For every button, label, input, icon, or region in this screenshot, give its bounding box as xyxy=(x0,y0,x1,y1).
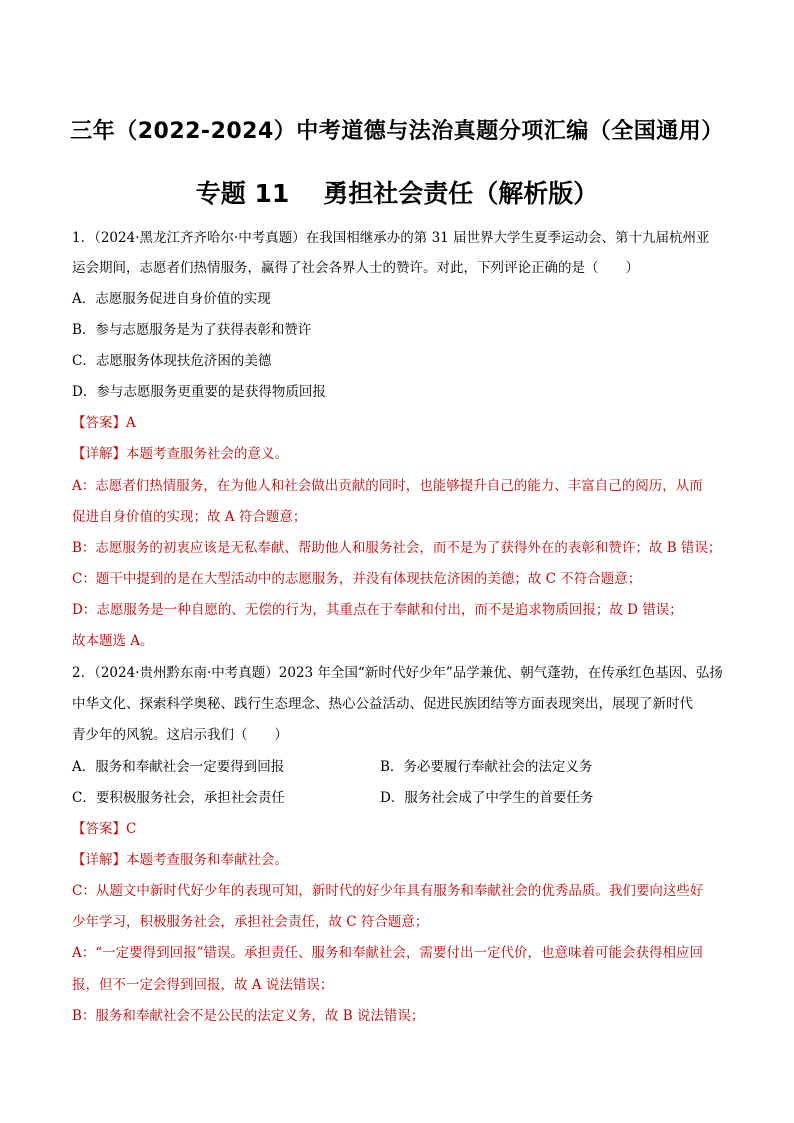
detail-text: 本题考查服务社会的意义。 xyxy=(126,446,288,462)
q2-option-b: B．务必要履行奉献社会的法定义务 xyxy=(380,759,593,775)
q1-analysis-line-1: A：志愿者们热情服务，在为他人和社会做出贡献的同时，也能够提升自己的能力、丰富自己的阅历，从而 xyxy=(72,478,703,494)
q1-stem-line-1: 1．（2024·黑龙江齐齐哈尔·中考真题）在我国相继承办的第 31 届世界大学生夏季运动会、第十九届杭州亚 xyxy=(72,230,710,246)
q2-analysis-line-1: C：从题文中新时代好少年的表现可知，新时代的好少年具有服务和奉献社会的优秀品质。我们要向这些好 xyxy=(72,883,704,899)
q1-option-c: C．志愿服务体现扶危济困的美德 xyxy=(72,353,272,369)
q1-conclusion: 故本题选 A。 xyxy=(72,633,154,649)
topic-name: 勇担社会责任（解析版） xyxy=(323,179,599,208)
q1-detail xyxy=(72,444,732,464)
q1-stem-line-2: 运会期间，志愿者们热情服务，赢得了社会各界人士的赞许。对此，下列评论正确的是（ ） xyxy=(72,260,639,276)
detail-text: 本题考查服务和奉献社会。 xyxy=(126,852,288,868)
q2-analysis-line-5: B：服务和奉献社会不是公民的法定义务，故 B 说法错误； xyxy=(72,1008,425,1024)
q1-analysis-line-5: D：志愿服务是一种自愿的、无偿的行为，其重点在于奉献和付出，而不是追求物质回报；故 D 错误； xyxy=(72,602,683,618)
q1-analysis-line-2: 促进自身价值的实现；故 A 符合题意； xyxy=(72,509,307,525)
q2-analysis-line-3: A：“一定要得到回报”错误。承担责任、服务和奉献社会，需要付出一定代价，也意味着可能会获得相应回 xyxy=(72,945,704,961)
answer-value: C xyxy=(126,821,137,837)
topic-title xyxy=(0,174,794,210)
detail-tag: 【详解】 xyxy=(72,852,126,868)
q1-option-b: B．参与志愿服务是为了获得表彰和赞许 xyxy=(72,322,312,338)
q2-option-d: D．服务社会成了中学生的首要任务 xyxy=(380,790,594,806)
detail-tag: 【详解】 xyxy=(72,446,126,462)
q1-option-d: D．参与志愿服务更重要的是获得物质回报 xyxy=(72,384,326,400)
q2-option-c: C．要积极服务社会，承担社会责任 xyxy=(72,790,285,806)
q1-analysis-line-3: B：志愿服务的初衷应该是无私奉献、帮助他人和服务社会，而不是为了获得外在的表彰和赞许；故 B 错误； xyxy=(72,540,722,556)
q1-option-a: A．志愿服务促进自身价值的实现 xyxy=(72,291,271,307)
q1-analysis-line-4: C：题干中提到的是在大型活动中的志愿服务，并没有体现扶危济困的美德；故 C 不符合题意； xyxy=(72,571,642,587)
q2-stem-line-1: 2．（2024·贵州黔东南·中考真题）2023 年全国“新时代好少年”品学兼优、朝气蓬勃，在传承红色基因、弘扬 xyxy=(72,665,723,681)
q2-analysis-line-4: 报，但不一定会得到回报，故 A 说法错误； xyxy=(72,977,334,993)
q2-stem-line-2: 中华文化、探索科学奥秘、践行生态理念、热心公益活动、促进民族团结等方面表现突出，展现了新时代 xyxy=(72,696,693,712)
answer-tag: 【答案】 xyxy=(72,415,126,431)
q2-answer xyxy=(72,819,732,839)
answer-value: A xyxy=(126,415,136,431)
q2-analysis-line-2: 少年学习，积极服务社会，承担社会责任，故 C 符合题意； xyxy=(72,914,429,930)
answer-tag: 【答案】 xyxy=(72,821,126,837)
q1-answer xyxy=(72,413,732,433)
document-title: 三年（2022-2024）中考道德与法治真题分项汇编（全国通用） xyxy=(70,119,724,144)
q2-detail xyxy=(72,850,732,870)
q2-stem-line-3: 青少年的风貌。这启示我们（ ） xyxy=(72,727,288,743)
q2-option-a: A．服务和奉献社会一定要得到回报 xyxy=(72,759,285,775)
topic-number: 专题 11 xyxy=(195,179,290,208)
